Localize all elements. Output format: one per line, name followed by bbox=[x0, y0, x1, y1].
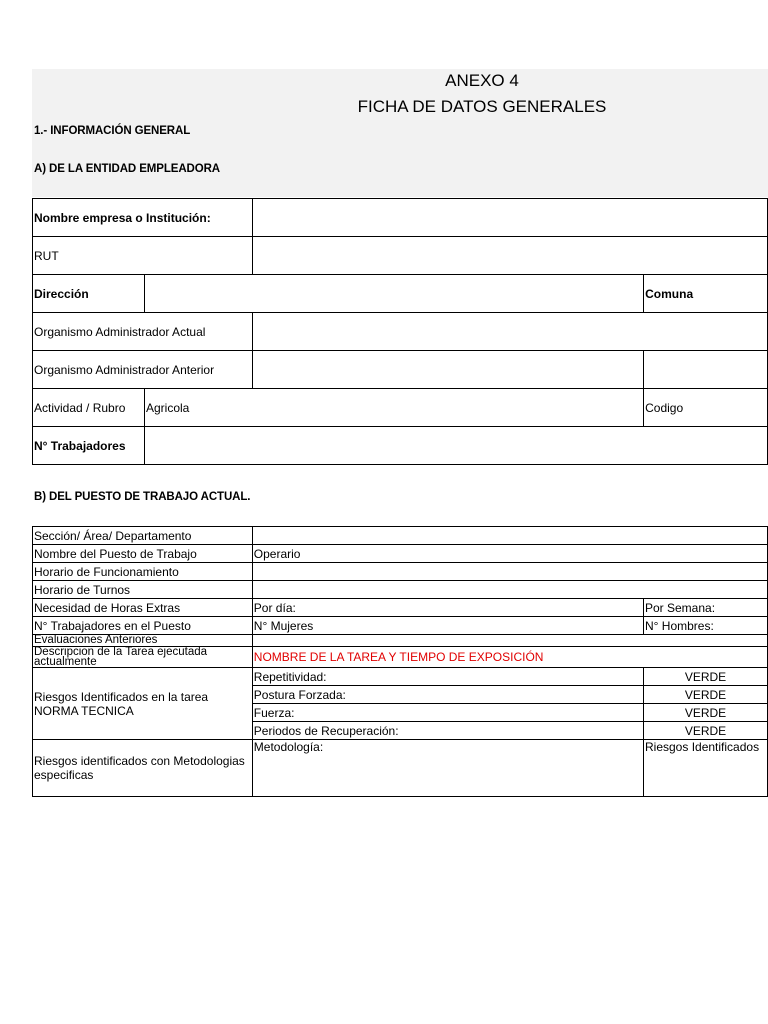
task-description-label: Descripcion de la Tarea ejecutada actualmente bbox=[33, 647, 253, 668]
table-row bbox=[33, 275, 768, 313]
risk-recovery-periods-status[interactable]: VERDE bbox=[644, 722, 768, 740]
risk-repetitiveness-label: Repetitividad: bbox=[252, 668, 643, 686]
risk-forced-posture-status[interactable]: VERDE bbox=[644, 686, 768, 704]
table-row bbox=[33, 389, 768, 427]
code-label: Codigo bbox=[644, 389, 768, 427]
company-name-cell[interactable] bbox=[252, 199, 767, 237]
overtime-label: Necesidad de Horas Extras bbox=[33, 599, 253, 617]
risk-force-label: Fuerza: bbox=[252, 704, 643, 722]
comuna-label: Comuna bbox=[644, 275, 768, 313]
table-row bbox=[33, 199, 768, 237]
method-risks-label: Riesgos identificados con Metodologias especificas bbox=[33, 740, 253, 797]
shift-hours-label: Horario de Turnos bbox=[33, 581, 253, 599]
previous-admin-org-extra-cell[interactable] bbox=[644, 351, 768, 389]
overtime-per-week-cell[interactable]: Por Semana: bbox=[644, 599, 768, 617]
rut-label: RUT bbox=[33, 237, 253, 275]
table-row bbox=[33, 545, 768, 563]
table-row bbox=[33, 740, 768, 797]
table-row bbox=[33, 427, 768, 465]
risk-force-status[interactable]: VERDE bbox=[644, 704, 768, 722]
position-table bbox=[32, 526, 768, 797]
shift-hours-cell[interactable] bbox=[252, 581, 767, 599]
previous-evaluations-cell[interactable] bbox=[252, 635, 767, 647]
table-row bbox=[33, 635, 768, 647]
address-label: Dirección bbox=[33, 275, 145, 313]
annex-title: ANEXO 4 bbox=[445, 71, 519, 90]
identified-risks-cell[interactable]: Riesgos Identificados bbox=[644, 740, 768, 797]
current-admin-org-label: Organismo Administrador Actual bbox=[33, 313, 253, 351]
company-name-label: Nombre empresa o Institución: bbox=[33, 199, 253, 237]
operating-hours-label: Horario de Funcionamiento bbox=[33, 563, 253, 581]
rut-cell[interactable] bbox=[252, 237, 767, 275]
table-row bbox=[33, 647, 768, 668]
overtime-per-day-cell[interactable]: Por día: bbox=[252, 599, 643, 617]
table-row bbox=[33, 581, 768, 599]
table-row bbox=[33, 668, 768, 686]
workers-count-label: N° Trabajadores bbox=[33, 427, 145, 465]
department-label: Sección/ Área/ Departamento bbox=[33, 527, 253, 545]
risk-forced-posture-label: Postura Forzada: bbox=[252, 686, 643, 704]
table-row bbox=[33, 237, 768, 275]
form-title: FICHA DE DATOS GENERALES bbox=[357, 97, 607, 116]
risks-norm-label: Riesgos Identificados en la tarea NORMA TECNICA bbox=[33, 668, 253, 740]
operating-hours-cell[interactable] bbox=[252, 563, 767, 581]
methodology-cell[interactable]: Metodología: bbox=[252, 740, 643, 797]
task-description-cell[interactable]: NOMBRE DE LA TAREA Y TIEMPO DE EXPOSICIÓN bbox=[252, 647, 767, 668]
activity-label: Actividad / Rubro bbox=[33, 389, 145, 427]
men-count-cell[interactable]: N° Hombres: bbox=[644, 617, 768, 635]
table-row bbox=[33, 617, 768, 635]
table-row bbox=[33, 527, 768, 545]
table-row bbox=[33, 599, 768, 617]
previous-admin-org-label: Organismo Administrador Anterior bbox=[33, 351, 253, 389]
table-row bbox=[33, 351, 768, 389]
section-current-position: B) DEL PUESTO DE TRABAJO ACTUAL. bbox=[34, 491, 251, 503]
current-admin-org-cell[interactable] bbox=[252, 313, 767, 351]
section-employer-entity: A) DE LA ENTIDAD EMPLEADORA bbox=[34, 163, 220, 175]
table-row bbox=[33, 563, 768, 581]
activity-cell[interactable]: Agricola bbox=[144, 389, 643, 427]
job-name-cell[interactable]: Operario bbox=[252, 545, 767, 563]
department-cell[interactable] bbox=[252, 527, 767, 545]
risk-repetitiveness-status[interactable]: VERDE bbox=[644, 668, 768, 686]
risk-recovery-periods-label: Periodos de Recuperación: bbox=[252, 722, 643, 740]
position-workers-label: N° Trabajadores en el Puesto bbox=[33, 617, 253, 635]
address-cell[interactable] bbox=[144, 275, 643, 313]
job-name-label: Nombre del Puesto de Trabajo bbox=[33, 545, 253, 563]
entity-table bbox=[32, 198, 768, 465]
previous-admin-org-cell[interactable] bbox=[252, 351, 643, 389]
previous-evaluations-label: Evaluaciones Anteriores bbox=[33, 635, 253, 647]
spreadsheet-sheet bbox=[32, 69, 768, 1024]
section-general-info: 1.- INFORMACIÓN GENERAL bbox=[34, 125, 191, 137]
workers-count-cell[interactable] bbox=[144, 427, 767, 465]
women-count-cell[interactable]: N° Mujeres bbox=[252, 617, 643, 635]
table-row bbox=[33, 313, 768, 351]
